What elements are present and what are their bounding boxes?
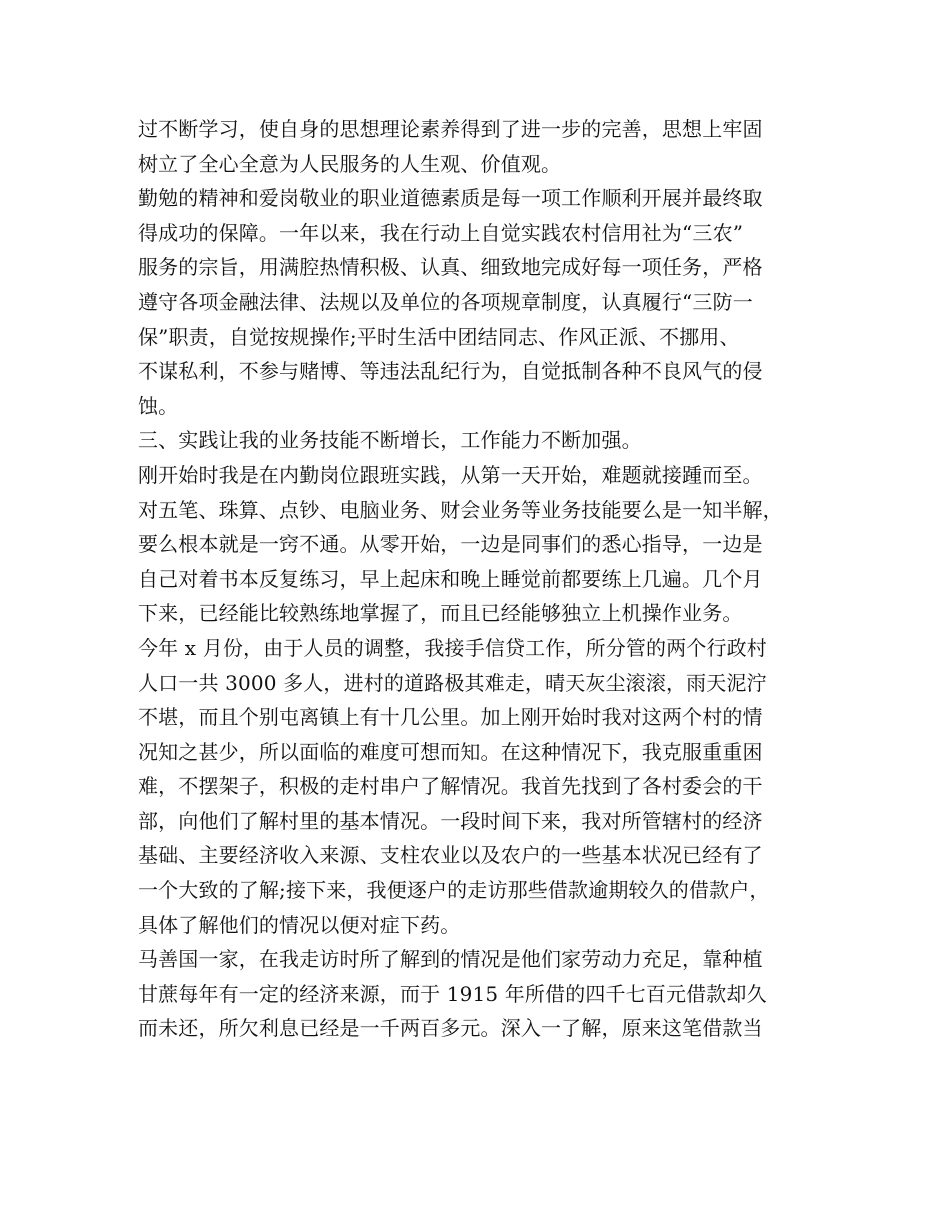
text-line: 部，向他们了解村里的基本情况。一段时间下来，我对所管辖村的经济 bbox=[138, 808, 763, 833]
text-line: 服务的宗旨，用满腔热情积极、认真、细致地完成好每一项任务，严格 bbox=[138, 255, 763, 280]
text-line: 不堪，而且个别屯离镇上有十几公里。加上刚开始时我对这两个村的情 bbox=[138, 705, 763, 730]
text-line: 对五笔、珠算、点钞、电脑业务、财会业务等业务技能要么是一知半解， bbox=[138, 497, 783, 522]
text-line: 甘蔗每年有一定的经济来源，而于 1915 年所借的四千七百元借款却久 bbox=[138, 981, 767, 1006]
text-line: 而未还，所欠利息已经是一千两百多元。深入一了解，原来这笔借款当 bbox=[138, 1016, 763, 1041]
text-line: 保”职责，自觉按规操作;平时生活中团结同志、作风正派、不挪用、 bbox=[138, 324, 740, 349]
document-body bbox=[138, 112, 828, 1046]
text-line: 马善国一家，在我走访时所了解到的情况是他们家劳动力充足，靠种植 bbox=[138, 947, 763, 972]
text-line: 遵守各项金融法律、法规以及单位的各项规章制度，认真履行“三防一 bbox=[138, 289, 753, 314]
text-line: 人口一共 3000 多人，进村的道路极其难走，晴天灰尘滚滚，雨天泥泞 bbox=[138, 670, 767, 695]
text-line: 不谋私利，不参与赌博、等违法乱纪行为，自觉抵制各种不良风气的侵 bbox=[138, 359, 763, 384]
text-line: 勤勉的精神和爱岗敬业的职业道德素质是每一项工作顺利开展并最终取 bbox=[138, 186, 763, 211]
text-line: 下来，已经能比较熟练地掌握了，而且已经能够独立上机操作业务。 bbox=[138, 601, 743, 626]
text-line: 自己对着书本反复练习，早上起床和晚上睡觉前都要练上几遍。几个月 bbox=[138, 566, 763, 591]
text-line: 刚开始时我是在内勤岗位跟班实践，从第一天开始，难题就接踵而至。 bbox=[138, 462, 763, 487]
text-line: 今年 x 月份，由于人员的调整，我接手信贷工作，所分管的两个行政村 bbox=[138, 635, 767, 660]
text-line: 基础、主要经济收入来源、支柱农业以及农户的一些基本状况已经有了 bbox=[138, 843, 763, 868]
section-heading: 三、实践让我的业务技能不断增长，工作能力不断加强。 bbox=[138, 428, 642, 453]
text-line: 树立了全心全意为人民服务的人生观、价值观。 bbox=[138, 151, 562, 176]
text-line: 具体了解他们的情况以便对症下药。 bbox=[138, 912, 461, 937]
text-line: 要么根本就是一窍不通。从零开始，一边是同事们的悉心指导，一边是 bbox=[138, 532, 763, 557]
text-line: 得成功的保障。一年以来，我在行动上自觉实践农村信用社为“三农” bbox=[138, 220, 744, 245]
text-line: 况知之甚少，所以面临的难度可想而知。在这种情况下，我克服重重困 bbox=[138, 739, 763, 764]
text-line: 一个大致的了解;接下来，我便逐户的走访那些借款逾期较久的借款户， bbox=[138, 878, 770, 903]
text-line: 难，不摆架子，积极的走村串户了解情况。我首先找到了各村委会的干 bbox=[138, 774, 763, 799]
text-line: 过不断学习，使自身的思想理论素养得到了进一步的完善，思想上牢固 bbox=[138, 117, 763, 141]
text-line: 蚀。 bbox=[138, 393, 179, 418]
